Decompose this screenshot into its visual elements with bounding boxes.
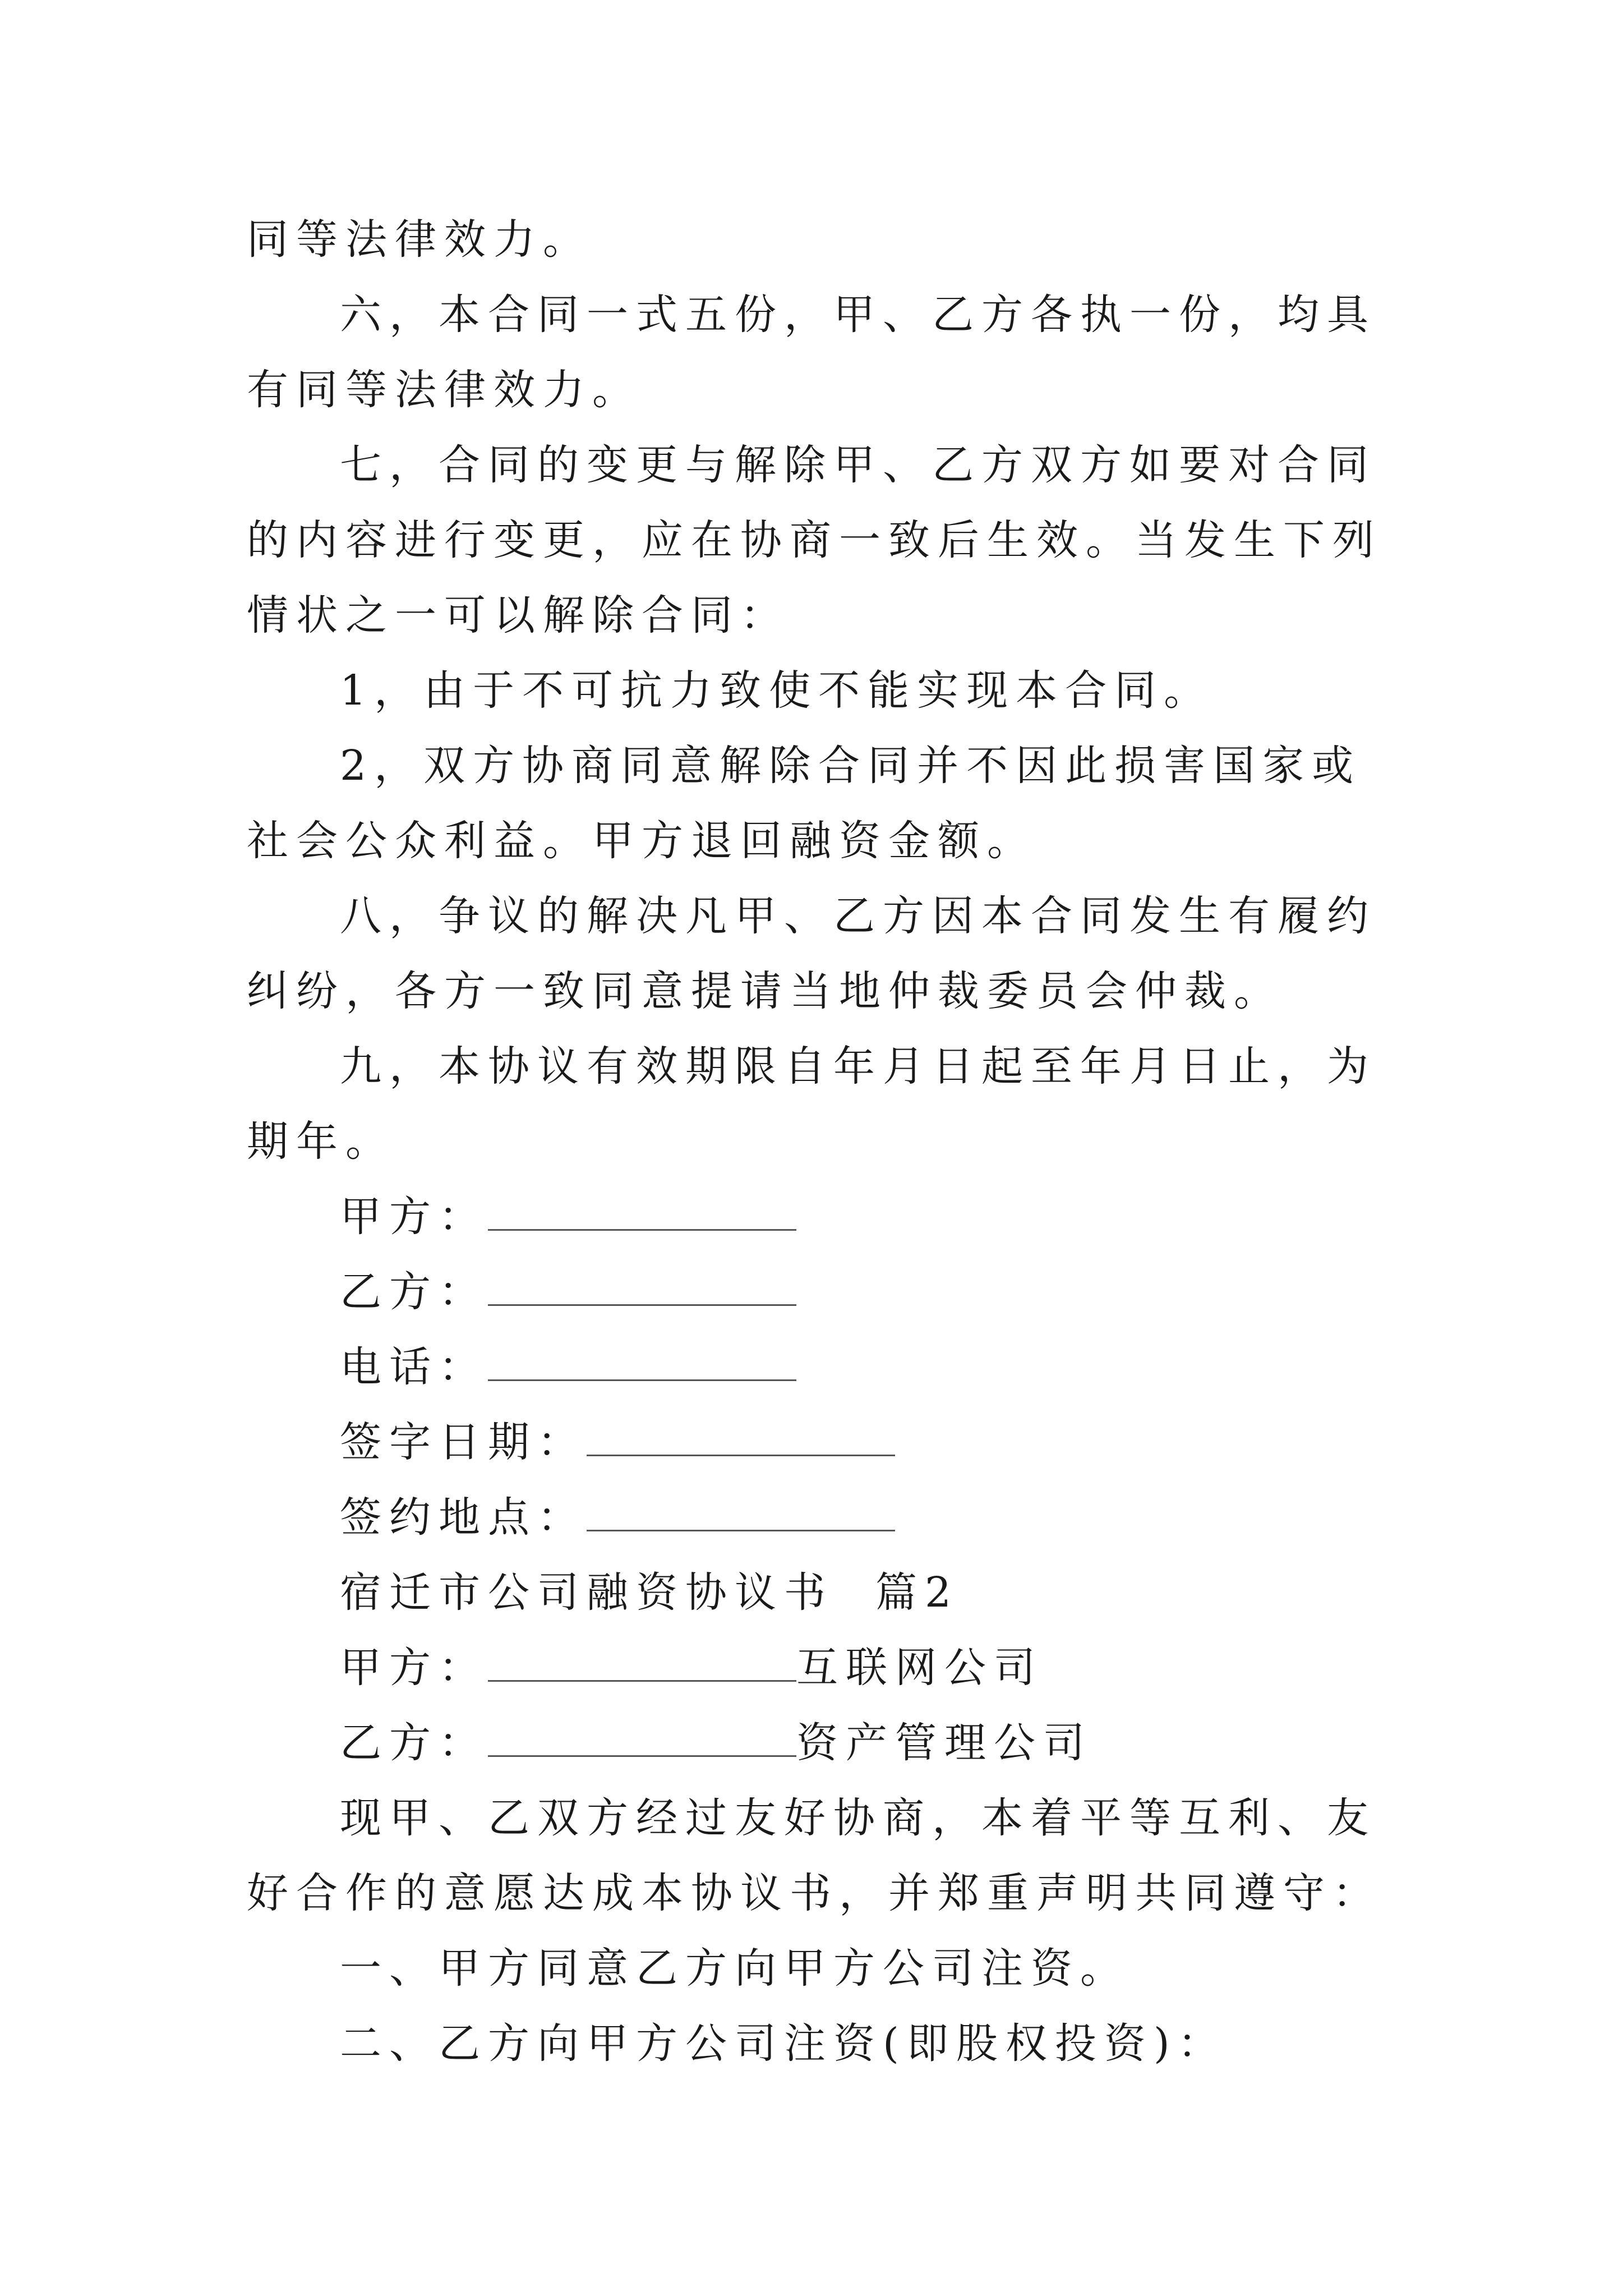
section-2-party-a-blank xyxy=(488,1641,796,1682)
party-b-blank xyxy=(488,1265,796,1306)
party-a-label: 甲方： xyxy=(340,1193,488,1241)
sign-date-field xyxy=(247,1405,1391,1480)
sign-place-field xyxy=(247,1480,1391,1555)
party-b-label: 乙方： xyxy=(340,1268,488,1316)
party-a-blank xyxy=(488,1190,796,1231)
clause-eight: 八，争议的解决凡甲、乙方因本合同发生有履约纠纷，各方一致同意提请当地仲裁委员会仲裁。 xyxy=(247,892,1376,1015)
section-2-heading: 宿迁市公司融资协议书 篇2 xyxy=(340,1568,960,1617)
section-2-party-b-blank xyxy=(488,1716,796,1757)
sign-place-label: 签约地点： xyxy=(340,1493,587,1542)
party-a-field xyxy=(247,1179,1391,1254)
section-2-party-a-label: 甲方： xyxy=(340,1644,488,1692)
section-2-party-a-field xyxy=(247,1630,1391,1705)
clause-nine: 九，本协议有效期限自年月日起至年月日止，为期年。 xyxy=(247,1042,1376,1166)
party-b-field xyxy=(247,1254,1391,1329)
sign-date-blank xyxy=(587,1415,895,1456)
section-2-party-a-suffix: 互联网公司 xyxy=(796,1644,1043,1692)
section-2-party-b-label: 乙方： xyxy=(340,1719,488,1767)
section-2-party-b-field xyxy=(247,1705,1391,1780)
phone-field xyxy=(247,1329,1391,1405)
section-2-party-b-suffix: 资产管理公司 xyxy=(796,1719,1092,1767)
sign-date-label: 签字日期： xyxy=(340,1418,587,1466)
clause-seven-item-1: 1，由于不可抗力致使不能实现本合同。 xyxy=(340,666,1214,715)
clause-six: 六，本合同一式五份，甲、乙方各执一份，均具有同等法律效力。 xyxy=(247,291,1376,414)
sign-place-blank xyxy=(587,1490,895,1531)
clause-seven-item-2: 2，双方协商同意解除合同并不因此损害国家或社会公众利益。甲方退回融资金额。 xyxy=(247,742,1362,865)
phone-blank xyxy=(488,1340,796,1381)
phone-label: 电话： xyxy=(340,1343,488,1391)
section-2-intro: 现甲、乙双方经过友好协商，本着平等互利、友好合作的意愿达成本协议书，并郑重声明共同遵守： xyxy=(247,1794,1382,1917)
clause-seven: 七，合同的变更与解除甲、乙方双方如要对合同的内容进行变更，应在协商一致后生效。当发生下列情状之一可以解除合同： xyxy=(247,441,1382,639)
document-body xyxy=(247,202,1391,2081)
section-2-clause-1: 一、甲方同意乙方向甲方公司注资。 xyxy=(340,1944,1129,1993)
section-2-clause-2: 二、乙方向甲方公司注资(即股权投资)： xyxy=(340,2019,1227,2068)
paragraph-continuation: 同等法律效力。 xyxy=(247,215,592,264)
